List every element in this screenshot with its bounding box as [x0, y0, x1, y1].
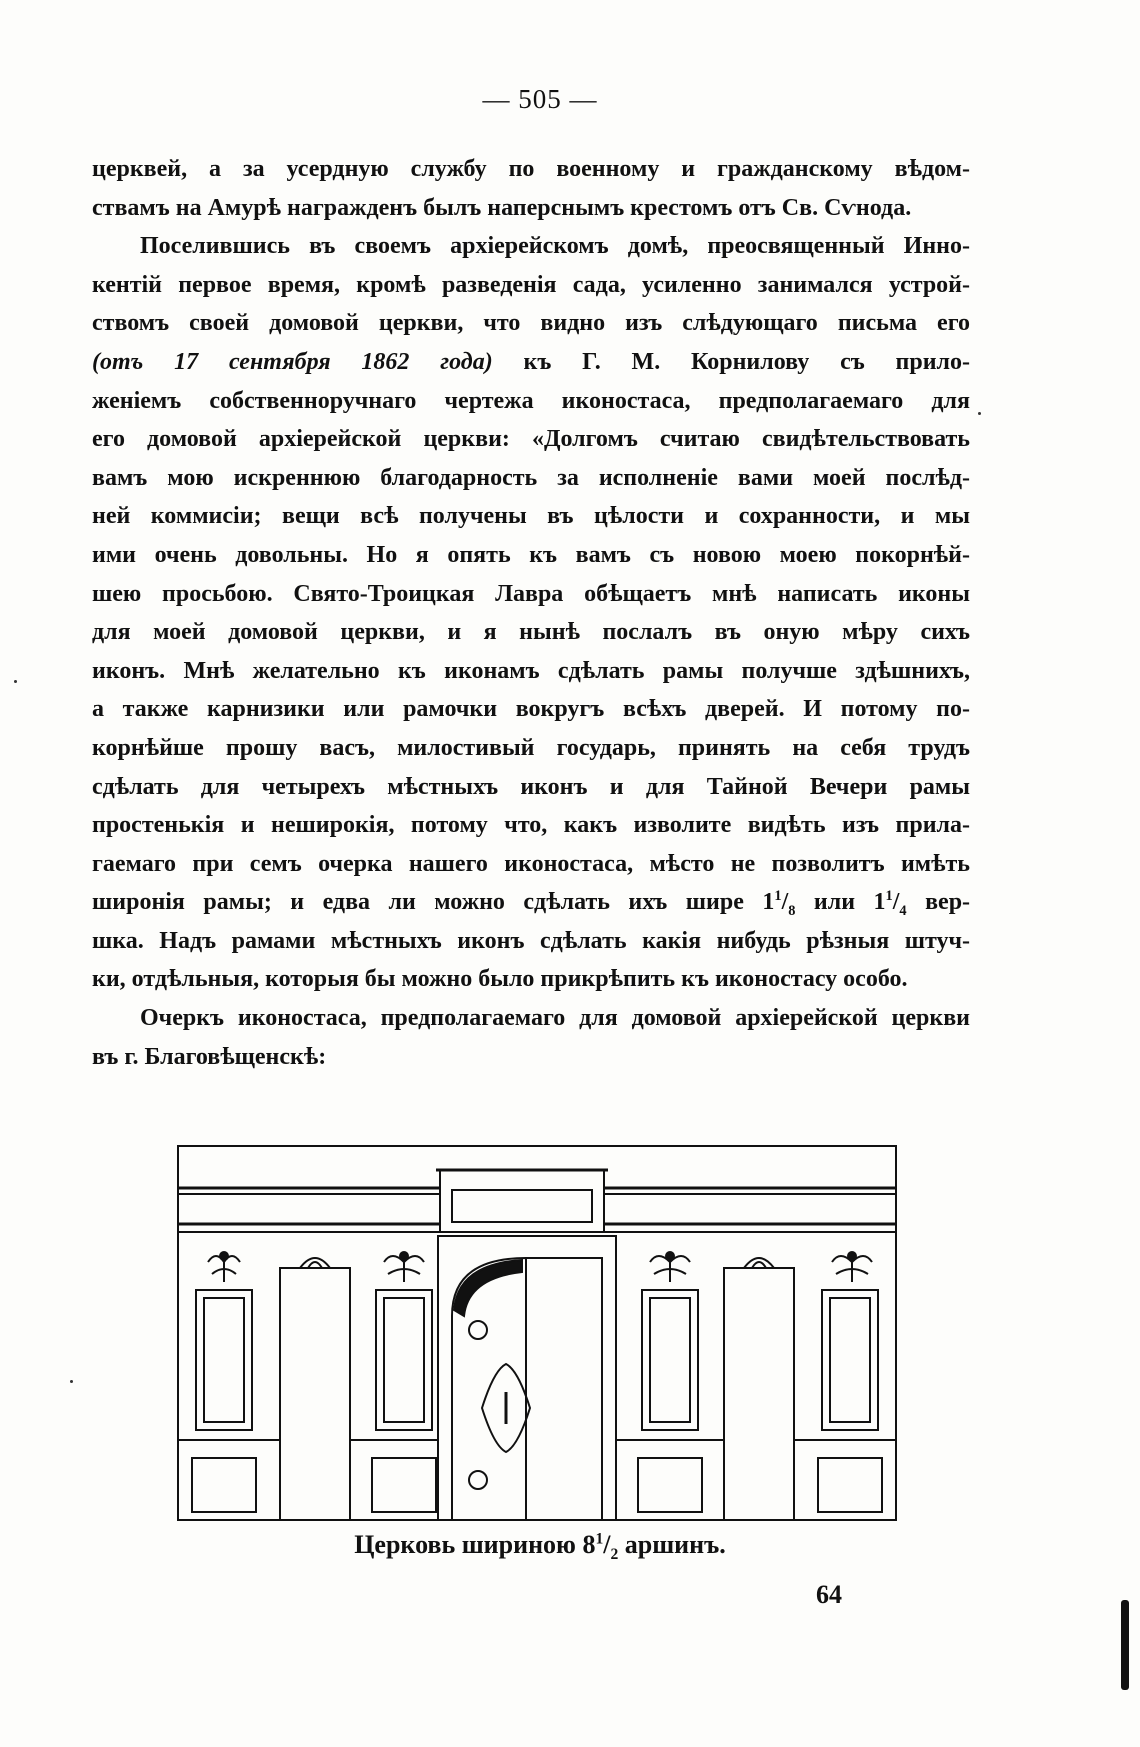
fraction-one-quarter: $1^1/_4$: [873, 888, 907, 920]
caption-tail: аршинъ.: [624, 1530, 726, 1559]
frac-line-lead: широнія рамы; и едва ли можно сдѣлать ихъ шире: [92, 889, 744, 916]
fraction-numerator: 1: [885, 888, 893, 905]
scan-speck: [70, 1380, 73, 1383]
icon-frame-inner: [650, 1298, 690, 1422]
text-line-15: а также карнизики или рамочки вокругъ всѣхъ дверей. И потому по-: [92, 696, 970, 723]
text-line-12: шею просьбою. Свято-Троицкая Лавра обѣщаетъ мнѣ написать иконы: [92, 580, 970, 607]
text-line-21: шка. Надъ рамами мѣстныхъ иконъ сдѣлать какія нибудь рѣзныя штуч-: [92, 927, 970, 954]
text-line-7: женіемъ собственноручнаго чертежа иконостаса, предполагаемаго для: [92, 387, 970, 414]
text-line-9: вамъ мою искреннюю благодарность за исполненіе вами моей послѣд-: [92, 464, 970, 491]
text-line-6-rest: къ Г. М. Корнилову съ прило-: [523, 348, 971, 375]
text-line-23: Очеркъ иконостаса, предполагаемаго для домовой архіерейской церкви: [140, 1005, 970, 1032]
text-line-16: корнѣйше прошу васъ, милостивый государь, принять на себя трудъ: [92, 734, 970, 761]
body-text: [92, 150, 970, 1076]
fraction-whole: 8: [582, 1530, 596, 1559]
lower-panel: [638, 1458, 702, 1512]
letter-date: (отъ 17 сентября 1862 года): [92, 348, 493, 375]
scan-edge-mark: [1121, 1600, 1129, 1690]
fraction-numerator: 1: [774, 888, 782, 905]
text-line-1: церквей, а за усердную службу по военному и гражданскому вѣдом-: [92, 156, 970, 182]
fraction-whole: 1: [762, 889, 775, 916]
carved-ornament-far-left: [208, 1252, 240, 1282]
fraction-numerator: 1: [595, 1530, 604, 1548]
text-line-8: его домовой архіерейской церкви: «Долгомъ считаю свидѣтельствовать: [92, 426, 970, 453]
text-line-19: гаемаго при семъ очерка нашего иконостаса, мѣсто не позволитъ имѣть: [92, 850, 970, 877]
fraction-whole: 1: [873, 889, 886, 916]
scan-speck: [978, 412, 981, 415]
fraction-denominator: 2: [610, 1546, 619, 1564]
side-door-right: [724, 1268, 794, 1520]
text-line-17: сдѣлать для четырехъ мѣстныхъ иконъ и для Тайной Вечери рамы: [92, 773, 970, 800]
lower-panel: [372, 1458, 436, 1512]
caption-fraction: $8^1/_2$: [582, 1530, 619, 1564]
icon-frame-inner: [830, 1298, 870, 1422]
text-line-4: кентій первое время, кромѣ разведенія сада, усиленно занимался устрой-: [92, 271, 970, 298]
door-medallion-top: [469, 1321, 487, 1339]
icon-frame-inner: [384, 1298, 424, 1422]
carved-ornament-right: [650, 1252, 690, 1282]
fraction-one-eighth: $1^1/_8$: [762, 888, 796, 920]
text-line-10: ней коммисіи; вещи всѣ получены въ цѣлости и сохранности, и мы: [92, 503, 970, 530]
lower-panel: [818, 1458, 882, 1512]
printer-signature: 64: [816, 1580, 842, 1609]
text-line-2: ствамъ на Амурѣ награжденъ былъ наперснымъ крестомъ отъ Св. Сѵнода.: [92, 194, 912, 221]
fraction-denominator: 8: [788, 903, 796, 920]
lower-panel: [192, 1458, 256, 1512]
iconostasis-drawing: [176, 1140, 898, 1522]
carved-ornament-left: [384, 1252, 424, 1282]
text-line-18: простенькія и неширокія, потому что, какъ изволите видѣть изъ прила-: [92, 812, 970, 839]
text-line-5: ствомъ своей домовой церкви, что видно изъ слѣдующаго письма его: [92, 310, 970, 337]
text-line-24: въ г. Благовѣщенскѣ:: [92, 1043, 327, 1070]
caption-lead: Церковь шириною: [354, 1530, 576, 1559]
text-line-13: для моей домовой церкви, и я нынѣ послалъ въ оную мѣру сихъ: [92, 619, 970, 646]
page-number: — 505 —: [482, 84, 598, 114]
text-line-20: [92, 883, 970, 922]
text-line-22: ки, отдѣльныя, которыя бы можно было прикрѣпить къ иконостасу особо.: [92, 966, 908, 993]
icon-frame-inner: [204, 1298, 244, 1422]
frac-line-tail: вер-: [925, 889, 971, 916]
text-line-6: [92, 343, 970, 382]
fraction-denominator: 4: [899, 903, 907, 920]
carved-ornament-far-right: [832, 1252, 872, 1282]
door-arch-ornament: [454, 1260, 522, 1316]
door-medallion-bottom: [469, 1471, 487, 1489]
drawing-caption: [0, 1530, 1080, 1564]
royal-door-right-leaf: [526, 1258, 602, 1520]
text-line-11: ими очень довольны. Но я опять къ вамъ съ новою моею покорнѣй-: [92, 541, 970, 568]
text-line-3: Поселившись въ своемъ архіерейскомъ домѣ, преосвященный Инно-: [140, 233, 970, 260]
frac-line-mid: или: [813, 889, 856, 916]
side-door-left: [280, 1268, 350, 1520]
text-line-14: иконъ. Мнѣ желательно къ иконамъ сдѣлать рамы получше здѣшнихъ,: [92, 657, 970, 684]
scan-speck: [14, 680, 17, 683]
